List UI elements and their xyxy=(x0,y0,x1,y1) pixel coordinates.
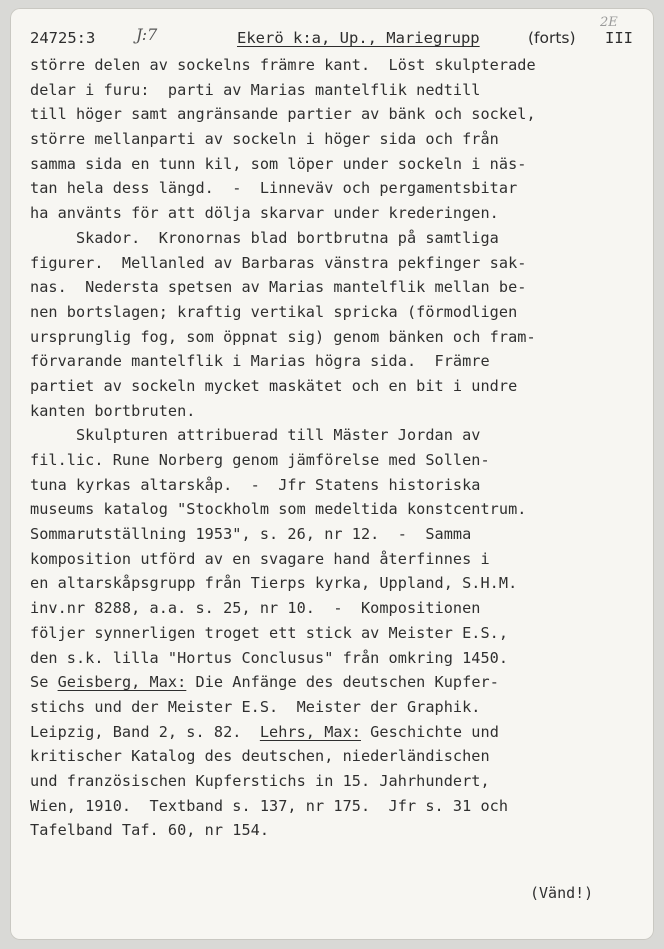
text-line: tan hela dess längd. - Linneväv och pergamentsbitar xyxy=(30,179,518,198)
paragraph-construction xyxy=(30,53,650,226)
author-lehrs: Lehrs, Max: xyxy=(259,722,361,741)
pencil-note: 2E xyxy=(600,15,618,30)
text-line: fil.lic. Rune Norberg genom jämförelse med Sollen- xyxy=(30,451,490,469)
text-fragment: Leipzig, Band 2, s. 82. xyxy=(30,722,260,741)
text-line: kanten bortbruten. xyxy=(30,401,196,420)
catalog-card xyxy=(10,8,654,940)
paragraph-damage xyxy=(30,226,650,424)
catalog-number: 24725:3 xyxy=(30,29,96,47)
continued-label: (forts) xyxy=(528,29,576,47)
text-line: delar i furu: parti av Marias mantelflik nedtill xyxy=(30,80,481,99)
text-line: följer synnerligen troget ett stick av Meister E.S., xyxy=(30,623,509,642)
text-line: nas. Nedersta spetsen av Marias mantelflik mellan be- xyxy=(30,278,527,297)
text-fragment: Die Anfänge des deutschen Kupfer- xyxy=(186,673,499,692)
text-fragment: Geschichte und xyxy=(360,722,499,741)
text-line xyxy=(30,720,650,745)
text-line: museums katalog "Stockholm som medeltida konstcentrum. xyxy=(30,500,527,519)
text-line: komposition utförd av en svagare hand återfinnes i xyxy=(30,549,490,568)
text-line: kritischer Katalog des deutschen, niederländischen xyxy=(30,747,490,766)
text-line: figurer. Mellanled av Barbaras vänstra pekfinger sak- xyxy=(30,253,527,272)
text-line: nen bortslagen; kraftig vertikal spricka (förmodligen xyxy=(30,302,518,321)
text-line: inv.nr 8288, a.a. s. 25, nr 10. - Kompositionen xyxy=(30,599,481,618)
text-line: und französischen Kupferstichs in 15. Jahrhundert, xyxy=(30,771,490,790)
text-line: större delen av sockelns främre kant. Löst skulpterade xyxy=(30,56,536,74)
text-line: större mellanparti av sockeln i höger sida och från xyxy=(30,130,499,149)
text-line: den s.k. lilla "Hortus Conclusus" från omkring 1450. xyxy=(30,648,509,667)
text-line: partiet av sockeln mycket maskätet och en bit i undre xyxy=(30,376,518,395)
page-number: III xyxy=(605,29,633,47)
text-fragment: Se xyxy=(30,673,58,692)
handwritten-mark: J:7 xyxy=(136,25,158,44)
text-line: Skulpturen attribuerad till Mäster Jordan av xyxy=(30,426,481,445)
paragraph-attribution xyxy=(30,423,650,670)
text-line: samma sida en tunn kil, som löper under sockeln i näs- xyxy=(30,154,527,173)
card-title: Ekerö k:a, Up., Mariegrupp xyxy=(237,29,480,47)
text-line: ha använts för att dölja skarvar under krederingen. xyxy=(30,204,499,223)
card-body xyxy=(30,53,650,843)
text-line: stichs und der Meister E.S. Meister der Graphik. xyxy=(30,697,481,716)
text-line: Skador. Kronornas blad bortbrutna på samtliga xyxy=(30,228,499,247)
text-line: tuna kyrkas altarskåp. - Jfr Statens historiska xyxy=(30,475,481,494)
text-line xyxy=(30,670,650,695)
text-line: ursprunglig fog, som öppnat sig) genom bänken och fram- xyxy=(30,327,536,346)
turn-over-note: (Vänd!) xyxy=(530,884,594,902)
text-line: Wien, 1910. Textband s. 137, nr 175. Jfr s. 31 och xyxy=(30,796,509,815)
text-line: Tafelband Taf. 60, nr 154. xyxy=(30,821,270,840)
author-geisberg: Geisberg, Max: xyxy=(57,673,187,692)
paragraph-bibliography xyxy=(30,670,650,843)
text-line: Sommarutställning 1953", s. 26, nr 12. - Samma xyxy=(30,525,472,544)
card-header xyxy=(30,15,640,51)
text-line: en altarskåpsgrupp från Tierps kyrka, Uppland, S.H.M. xyxy=(30,574,518,593)
text-line: till höger samt angränsande partier av bänk och sockel, xyxy=(30,105,536,124)
text-line: förvarande mantelflik i Marias högra sida. Främre xyxy=(30,352,490,371)
